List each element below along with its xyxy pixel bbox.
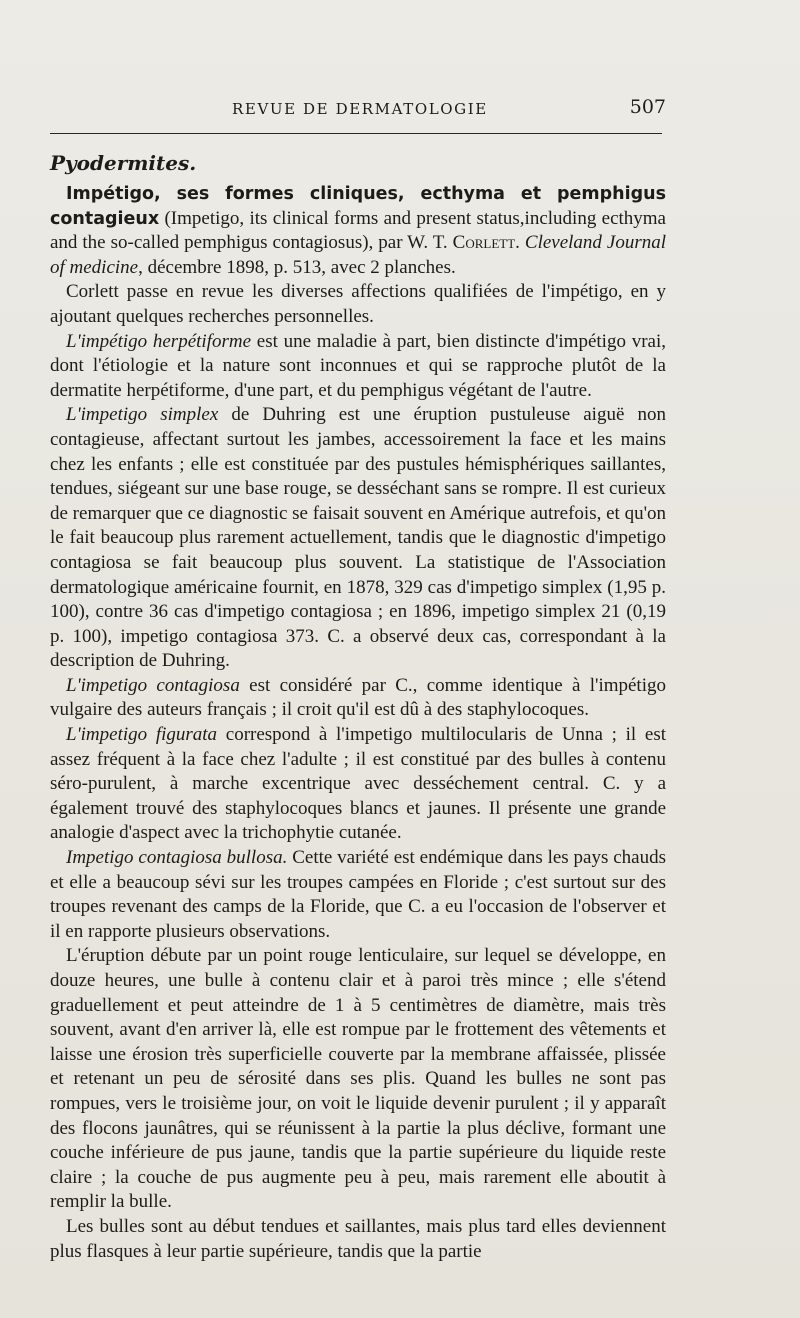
paragraph-6-text: Cette variété est endémique dans les pays chauds et elle a beaucoup sévi sur les troupes campées en Floride ; c'est surtout sur des troupes revenant des camps de la Floride, que C. a eu l'occasion de l'observer et il en rapporte plusieurs observations. [50,847,666,942]
article-author: Corlett [452,232,516,254]
term-impetigo-herpetiforme: L'impétigo herpétiforme [66,330,252,352]
article-journal: Cleveland Journal of medicine [50,232,667,278]
paragraph-2-text: est une maladie à part, bien distincte d'impétigo vrai, dont l'étiologie et la nature sont inconnues et qui se rapproche plutôt de la dermatite herpétiforme, d'une part, et du pemphigus végétant de l'autre. [50,330,666,401]
article-sep: . [515,232,525,254]
paragraph-5 [50,723,666,846]
term-impetigo-contagiosa-bullosa: Impetigo contagiosa bullosa. [66,847,288,869]
term-impetigo-simplex: L'impetigo simplex [66,404,219,426]
page-body [50,148,666,1264]
paragraph-1: Corlett passe en revue les diverses affections qualifiées de l'impétigo, en y ajoutant quelques recherches personnelles. [50,281,666,327]
term-impetigo-contagiosa: L'impetigo contagiosa [66,674,240,696]
article-title: Impétigo, ses formes cliniques, ecthyma et pemphigus contagieux [50,184,666,229]
paragraph-5-text: correspond à l'impetigo multilocularis de Unna ; il est assez fréquent à la face chez l'adulte ; il est constitué par des bulles à contenu séro-purulent, à marche excentrique avec desséchement central. C. y a également trouvé des staphylocoques blancs et jaunes. Il présente une grande analogie d'aspect avec la trichophytie cutanée. [50,724,667,844]
paragraph-8: Les bulles sont au début tendues et saillantes, mais plus tard elles deviennent plus flasques à leur partie supérieure, tandis que la partie [50,1215,666,1262]
article-translation: (Impetigo, its clinical forms and present status,including ecthyma and the so-called pemphigus contagiosus), par W. T. [50,207,666,254]
paragraph-6 [50,846,666,944]
paragraph-4-text: est considéré par C., comme identique à l'impétigo vulgaire des auteurs français ; il croit qu'il est dû à des staphylocoques. [50,674,666,721]
paragraph-2 [50,330,666,404]
paragraph-3-text: de Duhring est une éruption pustuleuse aiguë non contagieuse, affectant surtout les jambes, accessoirement la face et les mains chez les enfants ; elle est constituée par des pustules hémisphériques saillantes, tendues, siégeant sur une base rouge, se desséchant sans se rompre. Il est curieux de remarquer que ce diagnostic se faisait souvent en Amérique autrefois, et qu'on le fait beaucoup plus rarement actuellement, tandis que le diagnostic d'impetigo contagiosa se fait beaucoup plus souvent. La statistique de l'Association dermatologique américaine fournit, en 1878, 329 cas d'impetigo simplex (1,95 p. 100), contre 36 cas d'impetigo contagiosa ; en 1896, impetigo simplex 21 (0,19 p. 100), impetigo contagiosa 373. C. a observé deux cas, correspondant à la description de Duhring. [50,404,666,672]
paragraph-7: L'éruption débute par un point rouge lenticulaire, sur lequel se développe, en douze heures, une bulle à contenu clair et à paroi très mince ; elle s'étend graduellement et peut atteindre de 1 à 5 centimètres de diamètre, mais très souvent, avant d'en arriver là, elle est rompue par le frottement des vêtements et laisse une érosion très superficielle couverte par la membrane affaissée, plissée et retenant un peu de sérosité dans ses plis. Quand les bulles ne sont pas rompues, vers le troisième jour, on voit le liquide devenir purulent ; il y apparaît des flocons jaunâtres, qui se réunissent à la partie la plus déclive, formant une couche inférieure de pus jaune, tandis que la partie supérieure du liquide reste claire ; la couche de pus augmente peu à peu, mais rarement elle aboutit à remplir la bulle. [50,945,666,1213]
header-rule [50,133,662,134]
page-header [50,96,668,124]
article-citation: , décembre 1898, p. 513, avec 2 planches. [138,256,456,278]
paragraph-4 [50,674,666,723]
running-head: REVUE DE DERMATOLOGIE [232,100,488,118]
term-impetigo-figurata: L'impetigo figurata [66,724,218,746]
article-heading [50,182,666,280]
paragraph-3 [50,403,666,674]
section-title: Pyodermites. [50,151,197,175]
page-number: 507 [629,96,666,118]
